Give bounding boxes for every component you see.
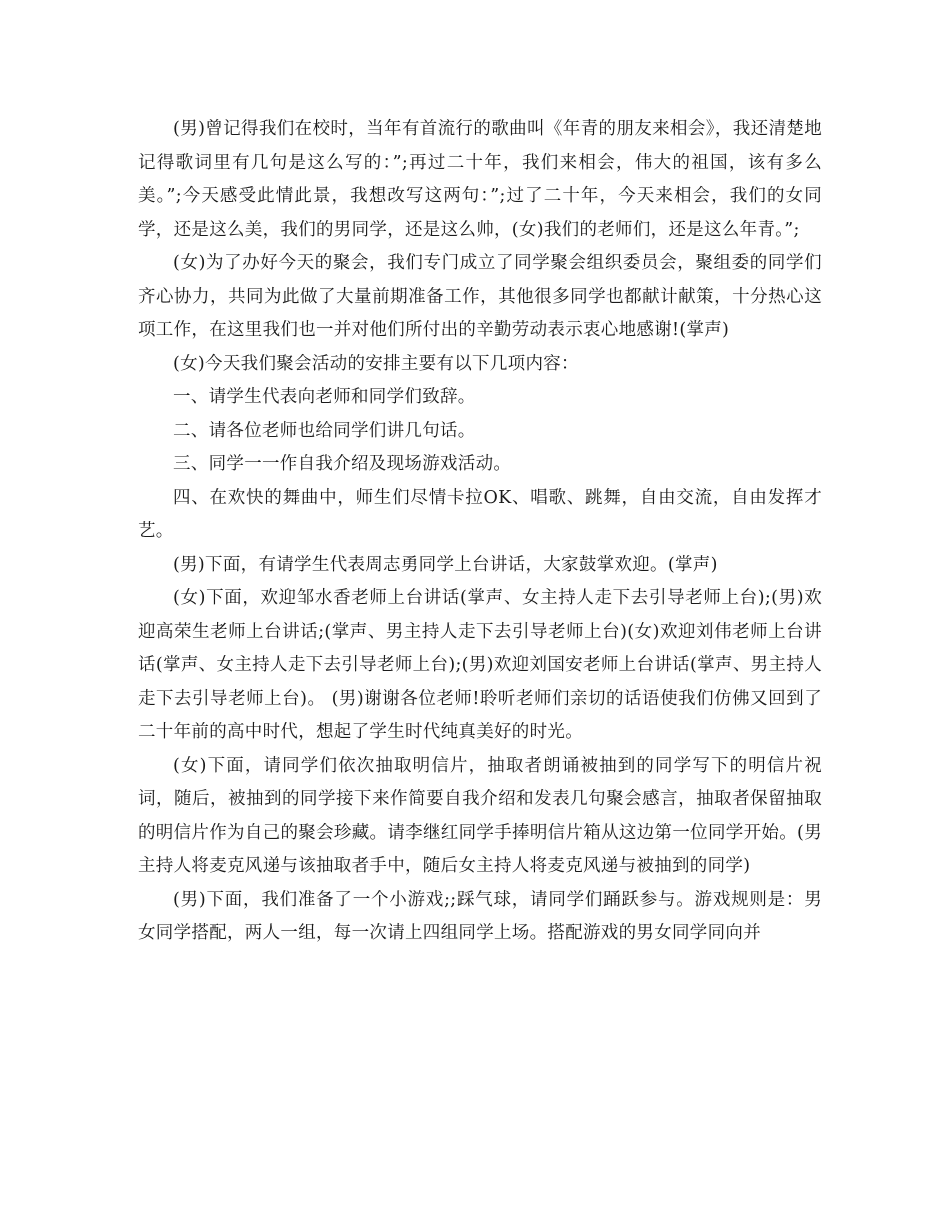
paragraph-balloon-game: (男)下面，我们准备了一个小游戏;;踩气球，请同学们踊跃参与。游戏规则是：男女同学搭配，两人一组，每一次请上四组同学上场。搭配游戏的男女同学同向并: [138, 889, 822, 943]
paragraph-teacher-speeches: (女)下面，欢迎邹水香老师上台讲话(掌声、女主持人走下去引导老师上台);(男)欢迎高荣生老师上台讲话;(掌声、男主持人走下去引导老师上台)(女)欢迎刘伟老师上台讲话(掌声、女主持人走下去引导老师上台);(男)欢迎刘国安老师上台讲话(掌声、男主持人走下去引导老师上台)。 (男)谢谢各位老师!聆听老师们亲切的话语使我们仿佛又回到了二十年前的高中时代，想起了学生时代纯真美好的时光。: [138, 588, 822, 742]
agenda-item-2: 二、请各位老师也给同学们讲几句话。: [173, 420, 476, 441]
paragraph-thanks-committee: (女)为了办好今天的聚会，我们专门成立了同学聚会组织委员会，聚组委的同学们齐心协力，共同为此做了大量前期准备工作，其他很多同学也都献计献策，十分热心这项工作，在这里我们也一并对他们所付出的辛勤劳动表示衷心地感谢!(掌声): [138, 253, 822, 340]
paragraph-postcards: (女)下面，请同学们依次抽取明信片，抽取者朗诵被抽到的同学写下的明信片祝词，随后，被抽到的同学接下来作简要自我介绍和发表几句聚会感言，抽取者保留抽取的明信片作为自己的聚会珍藏。请李继红同学手捧明信片箱从这边第一位同学开始。(男主持人将麦克风递与该抽取者手中，随后女主持人将麦克风递与被抽到的同学): [138, 755, 822, 876]
agenda-item-1: 一、请学生代表向老师和同学们致辞。: [173, 387, 476, 407]
paragraph-student-speech: (男)下面，有请学生代表周志勇同学上台讲话，大家鼓掌欢迎。(掌声): [173, 554, 718, 575]
paragraph-agenda-intro: (女)今天我们聚会活动的安排主要有以下几项内容：: [173, 353, 579, 374]
agenda-item-4: 四、在欢快的舞曲中，师生们尽情卡拉OK、唱歌、跳舞，自由交流，自由发挥才艺。: [138, 487, 822, 541]
agenda-item-3: 三、同学一一作自我介绍及现场游戏活动。: [173, 454, 512, 474]
paragraph-song-memory: (男)曾记得我们在校时，当年有首流行的歌曲叫《年青的朋友来相会》，我还清楚地记得歌词里有几句是这么写的：”;再过二十年，我们来相会，伟大的祖国，该有多么美。”;今天感受此情此景，我想改写这两句：”;过了二十年，今天来相会，我们的女同学，还是这么美，我们的男同学，还是这么帅，(女)我们的老师们，还是这么年青。”;: [138, 119, 822, 240]
document-body: [138, 113, 822, 951]
